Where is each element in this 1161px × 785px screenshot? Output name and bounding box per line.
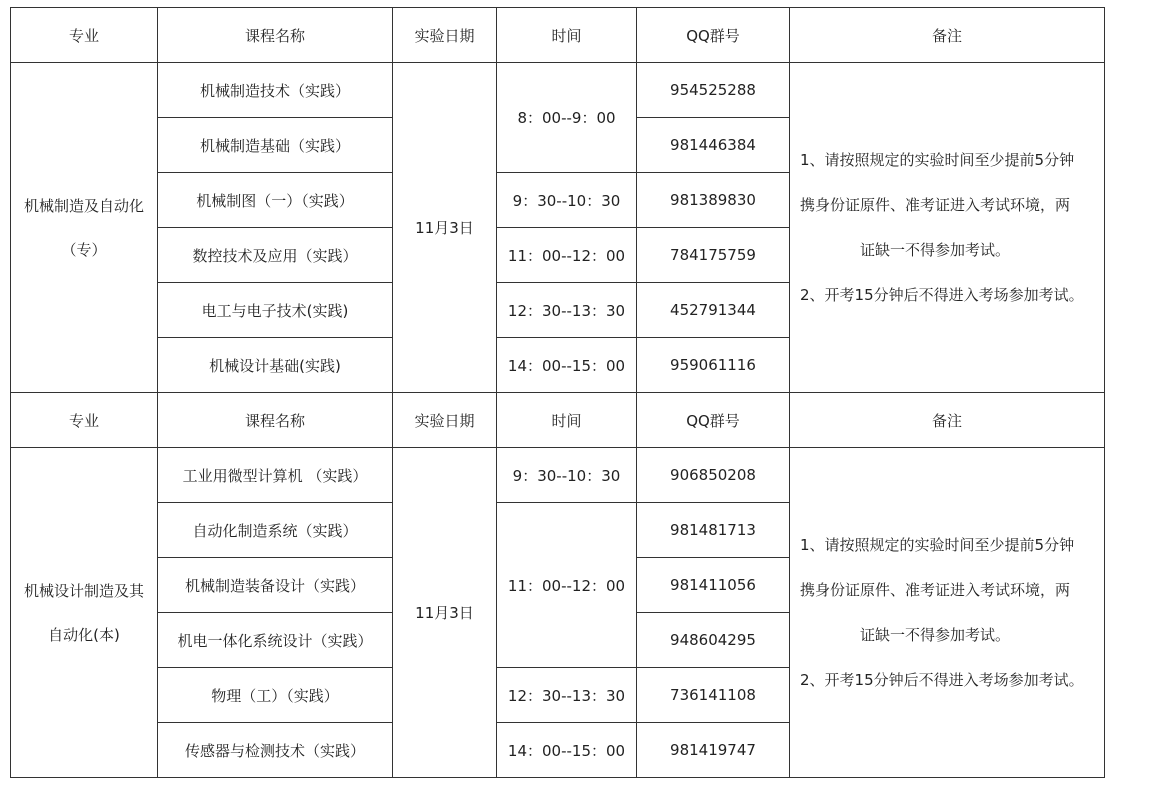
time-cell: 11：00--12：00 bbox=[497, 228, 637, 283]
major-cell bbox=[11, 63, 158, 393]
qq-cell: 981481713 bbox=[637, 503, 790, 558]
header-notes: 备注 bbox=[790, 393, 1105, 448]
qq-cell: 784175759 bbox=[637, 228, 790, 283]
qq-cell: 736141108 bbox=[637, 668, 790, 723]
time-cell: 12：30--13：30 bbox=[497, 668, 637, 723]
major-name-line2: （专） bbox=[61, 240, 107, 259]
qq-cell: 959061116 bbox=[637, 338, 790, 393]
table-row bbox=[11, 63, 1105, 118]
table-header-row bbox=[11, 8, 1105, 63]
header-course: 课程名称 bbox=[158, 8, 393, 63]
course-cell: 机械制图（一）（实践） bbox=[158, 173, 393, 228]
qq-cell: 981446384 bbox=[637, 118, 790, 173]
header-major: 专业 bbox=[11, 393, 158, 448]
major-name-line1: 机械设计制造及其 bbox=[23, 581, 144, 600]
course-cell: 电工与电子技术(实践) bbox=[158, 283, 393, 338]
header-notes: 备注 bbox=[790, 8, 1105, 63]
note-line: 1、请按照规定的实验时间至少提前5分钟 bbox=[800, 535, 1075, 554]
notes-cell bbox=[790, 448, 1105, 778]
time-cell: 14：00--15：00 bbox=[497, 723, 637, 778]
time-cell: 12：30--13：30 bbox=[497, 283, 637, 338]
note-line: 携身份证原件、准考证进入考试环境，两 bbox=[800, 195, 1071, 214]
header-time: 时间 bbox=[497, 393, 637, 448]
note-line: 携身份证原件、准考证进入考试环境，两 bbox=[800, 580, 1071, 599]
qq-cell: 948604295 bbox=[637, 613, 790, 668]
exam-schedule-table bbox=[10, 7, 1105, 778]
qq-cell: 906850208 bbox=[637, 448, 790, 503]
qq-cell: 981389830 bbox=[637, 173, 790, 228]
table-row bbox=[11, 448, 1105, 503]
note-line: 证缺一不得参加考试。 bbox=[860, 240, 1011, 259]
header-time: 时间 bbox=[497, 8, 637, 63]
course-cell: 自动化制造系统（实践） bbox=[158, 503, 393, 558]
time-cell: 11：00--12：00 bbox=[497, 503, 637, 668]
course-cell: 机械设计基础(实践) bbox=[158, 338, 393, 393]
course-cell: 机电一体化系统设计（实践） bbox=[158, 613, 393, 668]
schedule-table-wrapper bbox=[10, 7, 1105, 778]
course-cell: 物理（工）（实践） bbox=[158, 668, 393, 723]
notes-cell bbox=[790, 63, 1105, 393]
major-cell bbox=[11, 448, 158, 778]
qq-cell: 452791344 bbox=[637, 283, 790, 338]
course-cell: 工业用微型计算机 （实践） bbox=[158, 448, 393, 503]
note-line: 1、请按照规定的实验时间至少提前5分钟 bbox=[800, 150, 1075, 169]
note-line: 证缺一不得参加考试。 bbox=[860, 625, 1011, 644]
course-cell: 传感器与检测技术（实践） bbox=[158, 723, 393, 778]
note-line: 2、开考15分钟后不得进入考场参加考试。 bbox=[800, 285, 1084, 304]
qq-cell: 981411056 bbox=[637, 558, 790, 613]
header-qq: QQ群号 bbox=[637, 393, 790, 448]
note-line: 2、开考15分钟后不得进入考场参加考试。 bbox=[800, 670, 1084, 689]
header-major: 专业 bbox=[11, 8, 158, 63]
date-cell: 11月3日 bbox=[393, 448, 497, 778]
time-cell: 9：30--10：30 bbox=[497, 448, 637, 503]
course-cell: 机械制造基础（实践） bbox=[158, 118, 393, 173]
header-date: 实验日期 bbox=[393, 393, 497, 448]
date-cell: 11月3日 bbox=[393, 63, 497, 393]
time-cell: 14：00--15：00 bbox=[497, 338, 637, 393]
course-cell: 机械制造技术（实践） bbox=[158, 63, 393, 118]
qq-cell: 954525288 bbox=[637, 63, 790, 118]
time-cell: 8：00--9：00 bbox=[497, 63, 637, 173]
table-header-row bbox=[11, 393, 1105, 448]
qq-cell: 981419747 bbox=[637, 723, 790, 778]
major-name-line2: 自动化(本) bbox=[48, 625, 120, 644]
major-name-line1: 机械制造及自动化 bbox=[23, 196, 144, 215]
course-cell: 数控技术及应用（实践） bbox=[158, 228, 393, 283]
header-course: 课程名称 bbox=[158, 393, 393, 448]
header-qq: QQ群号 bbox=[637, 8, 790, 63]
time-cell: 9：30--10：30 bbox=[497, 173, 637, 228]
header-date: 实验日期 bbox=[393, 8, 497, 63]
course-cell: 机械制造装备设计（实践） bbox=[158, 558, 393, 613]
